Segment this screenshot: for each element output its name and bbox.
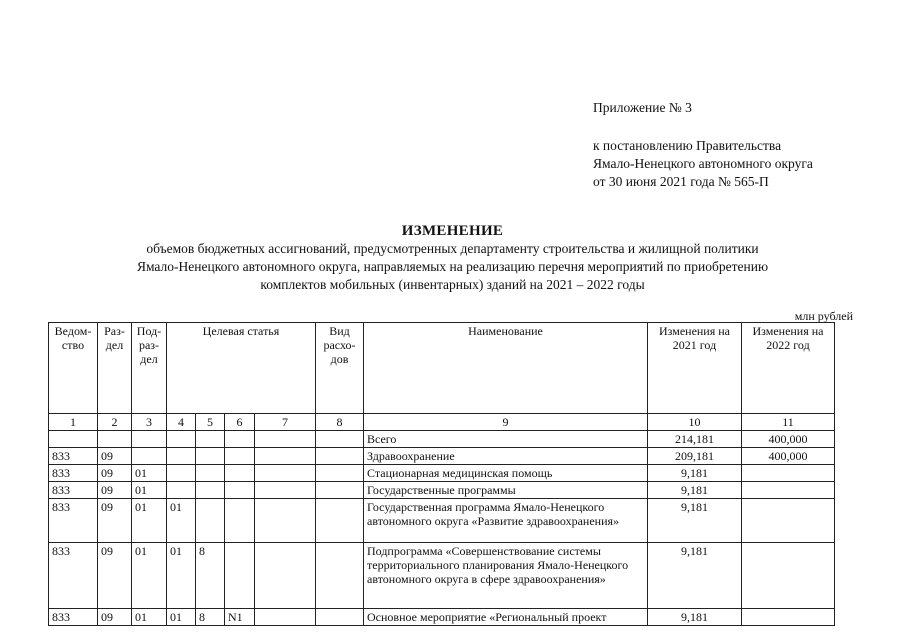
cell-vid [316,543,364,609]
cell-vedomstvo: 833 [49,609,98,626]
cell-podrazdel [132,431,167,448]
cell-name: Здравоохранение [364,448,648,465]
cell-cs-2: 8 [196,543,225,609]
cell-2021: 9,181 [648,609,742,626]
appendix-line-1: к постановлению Правительства [593,138,782,153]
cell-cs-3 [225,482,255,499]
cell-vedomstvo [49,431,98,448]
table-row [49,609,835,626]
cell-name: Подпрограмма «Совершенствование системы территориального планирования Ямало-Ненецкого автономного округа в сфере здравоохранения» [364,543,648,609]
table-row [49,431,835,448]
header-razdel: Раз-дел [98,323,132,414]
column-number: 8 [316,414,364,431]
cell-name: Стационарная медицинская помощь [364,465,648,482]
column-number-row [49,414,835,431]
column-number: 4 [167,414,196,431]
cell-cs-1: 01 [167,609,196,626]
cell-cs-3 [225,499,255,543]
cell-2021: 9,181 [648,499,742,543]
cell-2021: 209,181 [648,448,742,465]
document-title-block [0,222,905,294]
cell-2022 [742,543,835,609]
cell-vedomstvo: 833 [49,543,98,609]
cell-2022: 400,000 [742,431,835,448]
column-number: 1 [49,414,98,431]
cell-cs-2 [196,499,225,543]
cell-razdel: 09 [98,609,132,626]
cell-vid [316,431,364,448]
budget-table [48,322,835,626]
cell-vedomstvo: 833 [49,499,98,543]
cell-vid [316,482,364,499]
cell-razdel [98,431,132,448]
cell-podrazdel: 01 [132,482,167,499]
cell-cs-1 [167,431,196,448]
cell-razdel: 09 [98,465,132,482]
cell-vid [316,609,364,626]
cell-vid [316,499,364,543]
cell-podrazdel: 01 [132,499,167,543]
cell-cs-2: 8 [196,609,225,626]
appendix-line-3: от 30 июня 2021 года № 565-П [593,174,769,189]
cell-cs-3 [225,448,255,465]
column-number: 2 [98,414,132,431]
table-row [49,482,835,499]
cell-name: Всего [364,431,648,448]
cell-cs-1 [167,482,196,499]
header-naimenovanie: Наименование [364,323,648,414]
cell-razdel: 09 [98,543,132,609]
subtitle-line-2: Ямало-Ненецкого автономного округа, направляемых на реализацию перечня мероприятий по приобретению [136,259,769,274]
header-vid-raskhodov: Вид расхо-дов [316,323,364,414]
table-row [49,499,835,543]
table-row [49,465,835,482]
cell-razdel: 09 [98,499,132,543]
cell-2022 [742,465,835,482]
cell-2022 [742,482,835,499]
cell-podrazdel: 01 [132,609,167,626]
cell-cs-4 [255,448,316,465]
header-vedomstvo: Ведом-ство [49,323,98,414]
cell-name: Государственная программа Ямало-Ненецкого автономного округа «Развитие здравоохранения» [364,499,648,543]
cell-cs-1 [167,465,196,482]
header-celevaya-statya: Целевая статья [167,323,316,414]
cell-podrazdel: 01 [132,465,167,482]
cell-vid [316,448,364,465]
cell-cs-2 [196,465,225,482]
cell-cs-4 [255,499,316,543]
cell-cs-3: N1 [225,609,255,626]
cell-cs-4 [255,543,316,609]
table-row [49,543,835,609]
cell-podrazdel: 01 [132,543,167,609]
header-changes-2021: Изменения на 2021 год [648,323,742,414]
cell-2021: 214,181 [648,431,742,448]
column-number: 7 [255,414,316,431]
column-number: 9 [364,414,648,431]
cell-vedomstvo: 833 [49,448,98,465]
appendix-number [593,99,692,117]
cell-cs-2 [196,448,225,465]
cell-name: Основное мероприятие «Региональный проект [364,609,648,626]
cell-2022 [742,499,835,543]
header-changes-2022: Изменения на 2022 год [742,323,835,414]
cell-razdel: 09 [98,448,132,465]
cell-cs-4 [255,465,316,482]
column-number: 10 [648,414,742,431]
cell-cs-4 [255,431,316,448]
cell-podrazdel [132,448,167,465]
cell-razdel: 09 [98,482,132,499]
table-header-row [49,323,835,414]
cell-cs-1: 01 [167,499,196,543]
column-number: 6 [225,414,255,431]
subtitle-line-3: комплектов мобильных (инвентарных) зданий на 2021 – 2022 годы [260,277,645,292]
units-label: млн рублей [794,309,853,323]
cell-cs-3 [225,543,255,609]
document-title: ИЗМЕНЕНИЕ [401,223,504,239]
cell-cs-4 [255,609,316,626]
appendix-reference [593,137,813,191]
cell-vedomstvo: 833 [49,465,98,482]
cell-cs-1 [167,448,196,465]
cell-2022: 400,000 [742,448,835,465]
column-number: 11 [742,414,835,431]
cell-cs-1: 01 [167,543,196,609]
subtitle-line-1: объемов бюджетных ассигнований, предусмотренных департаменту строительства и жилищной политики [146,241,759,256]
cell-2021: 9,181 [648,465,742,482]
column-number: 5 [196,414,225,431]
cell-2021: 9,181 [648,543,742,609]
cell-name: Государственные программы [364,482,648,499]
cell-cs-4 [255,482,316,499]
cell-cs-2 [196,431,225,448]
cell-vedomstvo: 833 [49,482,98,499]
cell-cs-3 [225,465,255,482]
appendix-number-text: Приложение № 3 [593,100,692,115]
column-number: 3 [132,414,167,431]
cell-2022 [742,609,835,626]
appendix-line-2: Ямало-Ненецкого автономного округа [593,156,813,171]
header-podrazdel: Под-раз-дел [132,323,167,414]
cell-cs-3 [225,431,255,448]
table-row [49,448,835,465]
cell-2021: 9,181 [648,482,742,499]
cell-vid [316,465,364,482]
cell-cs-2 [196,482,225,499]
